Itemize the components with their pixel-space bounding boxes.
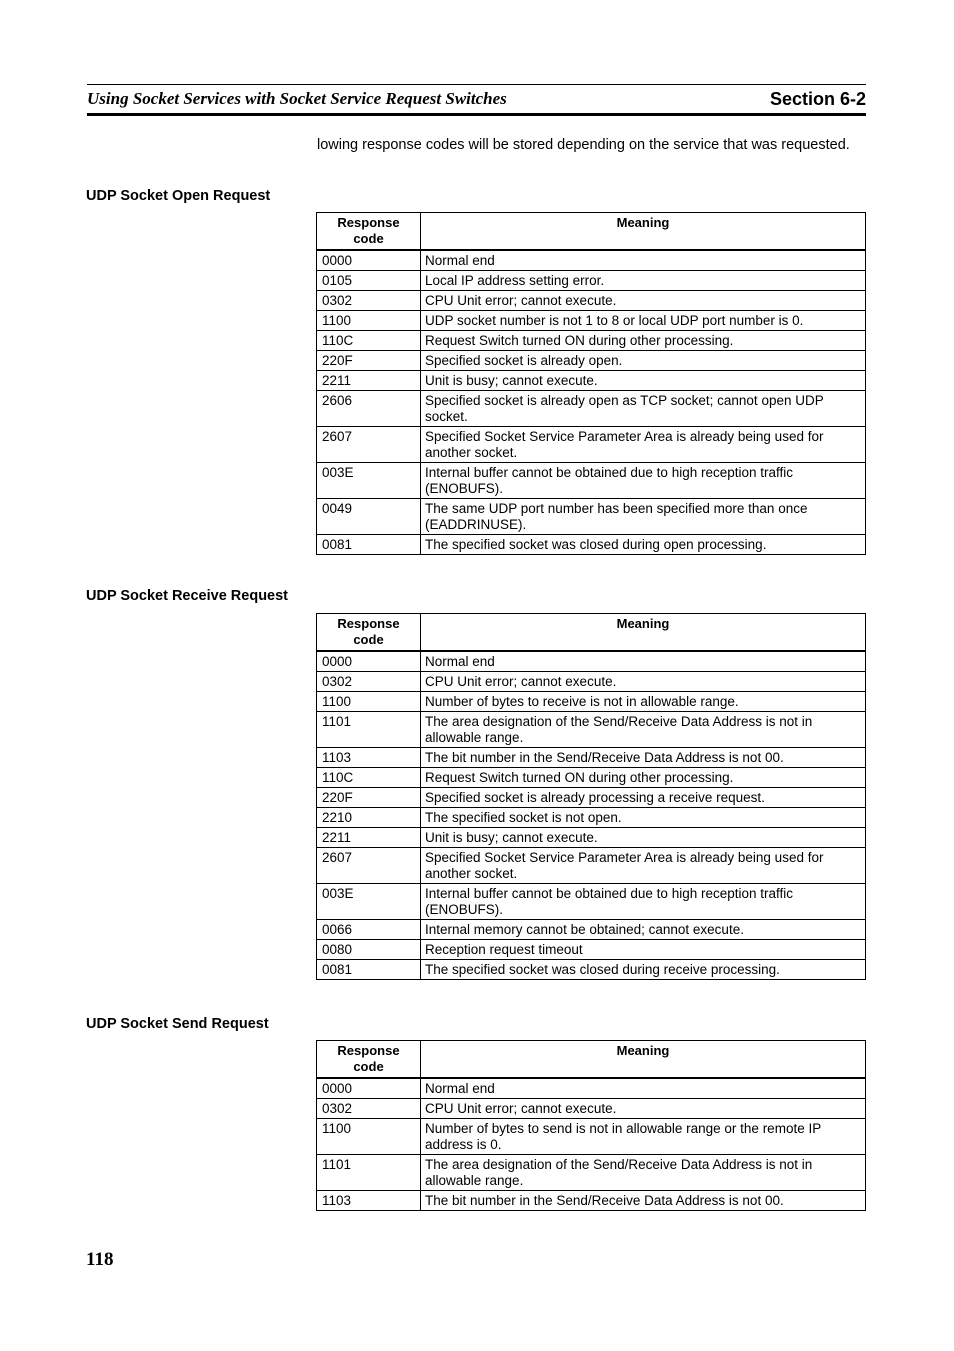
page-number: 118: [86, 1249, 114, 1270]
response-code-cell: 003E: [317, 463, 421, 499]
response-code-cell: 0000: [317, 651, 421, 672]
meaning-cell: The specified socket was closed during open processing.: [421, 535, 866, 555]
meaning-cell: The bit number in the Send/Receive Data Address is not 00.: [421, 1191, 866, 1211]
meaning-cell: CPU Unit error; cannot execute.: [421, 672, 866, 692]
table-row: [317, 351, 866, 371]
response-code-cell: 1100: [317, 692, 421, 712]
table-row: [317, 940, 866, 960]
col-header-meaning: Meaning: [421, 614, 866, 652]
table-row: [317, 250, 866, 271]
response-code-cell: 1100: [317, 311, 421, 331]
table-row: [317, 371, 866, 391]
meaning-cell: Normal end: [421, 1078, 866, 1099]
meaning-cell: Request Switch turned ON during other processing.: [421, 768, 866, 788]
meaning-cell: Specified Socket Service Parameter Area is already being used for another socket.: [421, 848, 866, 884]
response-code-cell: 2211: [317, 371, 421, 391]
table-row: [317, 828, 866, 848]
meaning-cell: Specified Socket Service Parameter Area is already being used for another socket.: [421, 427, 866, 463]
section-number: Section 6-2: [769, 89, 866, 109]
table-row: [317, 788, 866, 808]
col-header-response-code: Response code: [317, 1041, 421, 1079]
response-code-cell: 2211: [317, 828, 421, 848]
table-udp-receive: [316, 613, 866, 980]
response-code-cell: 003E: [317, 884, 421, 920]
meaning-cell: Internal memory cannot be obtained; cannot execute.: [421, 920, 866, 940]
heading-udp-receive: UDP Socket Receive Request: [86, 588, 289, 604]
meaning-cell: The specified socket is not open.: [421, 808, 866, 828]
response-code-cell: 0000: [317, 1078, 421, 1099]
table-row: [317, 920, 866, 940]
meaning-cell: Number of bytes to receive is not in allowable range.: [421, 692, 866, 712]
response-code-cell: 1100: [317, 1119, 421, 1155]
response-code-cell: 1101: [317, 1155, 421, 1191]
response-code-cell: 0302: [317, 291, 421, 311]
meaning-cell: CPU Unit error; cannot execute.: [421, 1099, 866, 1119]
meaning-cell: Internal buffer cannot be obtained due to high reception traffic (ENOBUFS).: [421, 884, 866, 920]
header-rule: [87, 113, 866, 116]
meaning-cell: Number of bytes to send is not in allowable range or the remote IP address is 0.: [421, 1119, 866, 1155]
heading-udp-open: UDP Socket Open Request: [86, 188, 271, 204]
table-row: [317, 499, 866, 535]
response-code-cell: 1101: [317, 712, 421, 748]
response-code-cell: 0049: [317, 499, 421, 535]
table-row: [317, 311, 866, 331]
table-header-row: [317, 614, 866, 652]
response-code-cell: 110C: [317, 768, 421, 788]
response-code-cell: 2210: [317, 808, 421, 828]
response-code-cell: 0105: [317, 271, 421, 291]
meaning-cell: The bit number in the Send/Receive Data Address is not 00.: [421, 748, 866, 768]
response-code-cell: 0066: [317, 920, 421, 940]
table-row: [317, 391, 866, 427]
table-row: [317, 848, 866, 884]
table-row: [317, 672, 866, 692]
table-row: [317, 808, 866, 828]
table-row: [317, 1099, 866, 1119]
meaning-cell: Unit is busy; cannot execute.: [421, 828, 866, 848]
table-row: [317, 651, 866, 672]
header-top-rule: [87, 84, 866, 85]
response-code-cell: 0080: [317, 940, 421, 960]
meaning-cell: Normal end: [421, 651, 866, 672]
response-code-cell: 2607: [317, 848, 421, 884]
table-row: [317, 712, 866, 748]
col-header-response-code: Response code: [317, 614, 421, 652]
response-code-cell: 220F: [317, 351, 421, 371]
meaning-cell: Normal end: [421, 250, 866, 271]
running-header-title: Using Socket Services with Socket Service Request Switches: [87, 89, 507, 108]
table-row: [317, 1078, 866, 1099]
table-row: [317, 535, 866, 555]
table-row: [317, 427, 866, 463]
response-code-cell: 0000: [317, 250, 421, 271]
response-code-cell: 1103: [317, 748, 421, 768]
response-code-cell: 2607: [317, 427, 421, 463]
response-code-cell: 1103: [317, 1191, 421, 1211]
table-row: [317, 884, 866, 920]
meaning-cell: Local IP address setting error.: [421, 271, 866, 291]
table-row: [317, 748, 866, 768]
col-header-meaning: Meaning: [421, 213, 866, 251]
meaning-cell: The same UDP port number has been specified more than once (EADDRINUSE).: [421, 499, 866, 535]
table-row: [317, 1119, 866, 1155]
meaning-cell: The area designation of the Send/Receive Data Address is not in allowable range.: [421, 712, 866, 748]
meaning-cell: Reception request timeout: [421, 940, 866, 960]
table-header-row: [317, 1041, 866, 1079]
table-row: [317, 1155, 866, 1191]
table-udp-open: [316, 212, 866, 555]
response-code-cell: 0302: [317, 672, 421, 692]
table-row: [317, 463, 866, 499]
response-code-cell: 110C: [317, 331, 421, 351]
col-header-response-code: Response code: [317, 213, 421, 251]
meaning-cell: CPU Unit error; cannot execute.: [421, 291, 866, 311]
table-row: [317, 692, 866, 712]
table-udp-send: [316, 1040, 866, 1211]
meaning-cell: UDP socket number is not 1 to 8 or local UDP port number is 0.: [421, 311, 866, 331]
table-row: [317, 960, 866, 980]
meaning-cell: Internal buffer cannot be obtained due to high reception traffic (ENOBUFS).: [421, 463, 866, 499]
meaning-cell: The area designation of the Send/Receive Data Address is not in allowable range.: [421, 1155, 866, 1191]
meaning-cell: Specified socket is already processing a receive request.: [421, 788, 866, 808]
table-header-row: [317, 213, 866, 251]
heading-udp-send: UDP Socket Send Request: [86, 1016, 269, 1032]
meaning-cell: Specified socket is already open.: [421, 351, 866, 371]
col-header-meaning: Meaning: [421, 1041, 866, 1079]
meaning-cell: Unit is busy; cannot execute.: [421, 371, 866, 391]
response-code-cell: 0302: [317, 1099, 421, 1119]
intro-paragraph: lowing response codes will be stored depending on the service that was requested.: [317, 137, 850, 153]
response-code-cell: 0081: [317, 535, 421, 555]
meaning-cell: The specified socket was closed during receive processing.: [421, 960, 866, 980]
response-code-cell: 2606: [317, 391, 421, 427]
meaning-cell: Specified socket is already open as TCP socket; cannot open UDP socket.: [421, 391, 866, 427]
table-row: [317, 768, 866, 788]
response-code-cell: 0081: [317, 960, 421, 980]
table-row: [317, 1191, 866, 1211]
table-row: [317, 331, 866, 351]
table-row: [317, 291, 866, 311]
response-code-cell: 220F: [317, 788, 421, 808]
table-row: [317, 271, 866, 291]
meaning-cell: Request Switch turned ON during other processing.: [421, 331, 866, 351]
